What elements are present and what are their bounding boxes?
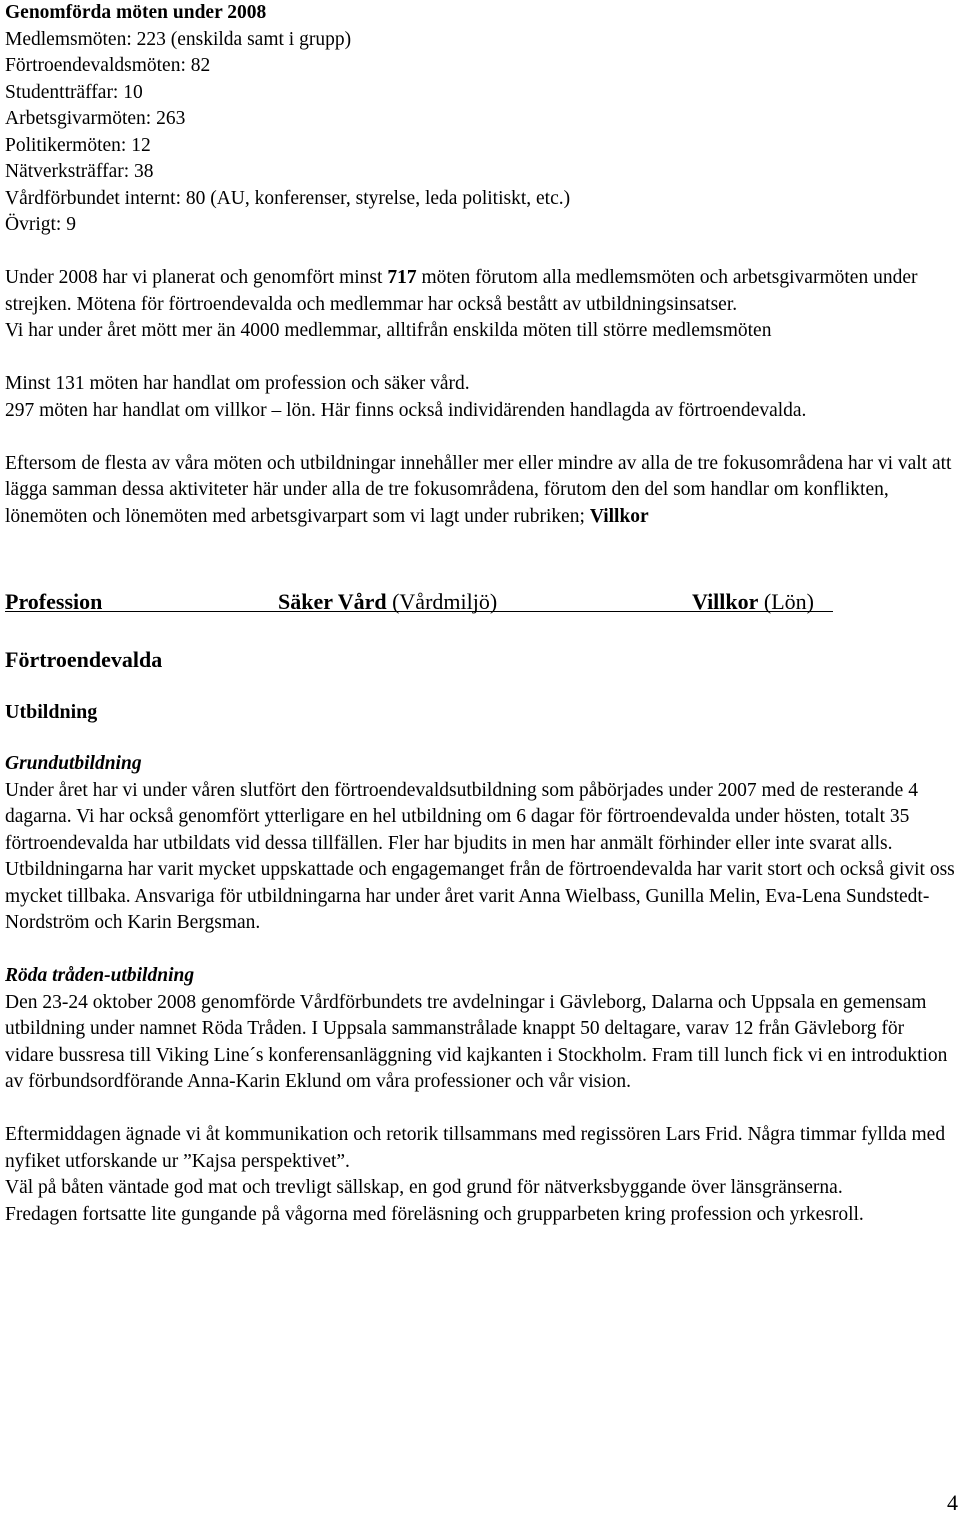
focus-paragraph [5,451,957,531]
villkor-label: Villkor [589,505,649,527]
conditions-bold: Villkor [692,588,759,614]
list-item: Vårdförbundet internt: 80 (AU, konferenser, styrelse, leda politiskt, etc.) [5,187,571,209]
section-subheading: Utbildning [5,700,98,723]
focus-areas-row [5,587,833,617]
members-paragraph: Vi har under året mött mer än 4000 medlemmar, alltifrån enskilda möten till större medlemsmöten [5,320,772,341]
conditions-paragraph: 297 möten har handlat om villkor – lön. Här finns också individärenden handlagda av förtroendevalda. [5,399,807,421]
basic-training-title: Grundutbildning [5,753,142,774]
focus-underline [5,611,833,612]
focus-conditions [692,587,814,617]
focus-safe-care [278,587,497,617]
focus-text: Eftersom de flesta av våra möten och utbildningar innehåller mer eller mindre av alla de tre fokusområdena har vi valt att lägga samman dessa aktiviteter här under alla de tre fokusområdena, förutom den del som handlar om konflikten, lönemöten och lönemöten med arbetsgivarpart som vi lagt under rubriken; [5,452,952,527]
list-item: Arbetsgivarmöten: 263 [5,108,186,129]
summary-text: Under 2008 har vi planerat och genomfört minst [5,267,388,288]
red-thread-paragraph-3: Väl på båten väntade god mat och trevligt sällskap, en god grund för nätverksbyggande över länsgränserna. [5,1177,843,1198]
page-number: 4 [947,1490,958,1515]
basic-training-paragraph: Under året har vi under våren slutfört den förtroendevaldsutbildning som påbörjades under 2007 med de resterande 4 dagarna. Vi har också genomfört ytterligare en hel utbildning om 6 dagar för förtroendevalda under hösten, totalt 35 förtroendevalda har utbildats vid dessa tillfällen. Fler har bjudits in men har anmält förhinder eller inte svarat alls. [5,779,918,854]
meeting-count: 717 [387,267,417,288]
list-item: Övrigt: 9 [5,214,76,235]
summary-paragraph [5,265,957,318]
document-page [5,0,957,1228]
profession-paragraph: Minst 131 möten har handlat om profession och säker vård. [5,373,470,394]
safe-care-rest: (Vårdmiljö) [386,588,498,614]
basic-training-paragraph-2: Utbildningarna har varit mycket uppskattade och engagemanget från de förtroendevalda har varit stort och också givit oss mycket tillbaka. Ansvariga för utbildningarna har under året varit Anna Wielbass, Gunilla Melin, Eva-Lena Sundstedt-Nordström och Karin Bergsman. [5,859,955,933]
list-item: Studentträffar: 10 [5,81,143,103]
red-thread-title: Röda tråden-utbildning [5,965,195,986]
red-thread-paragraph: Den 23-24 oktober 2008 genomförde Vårdförbundets tre avdelningar i Gävleborg, Dalarna och Uppsala en gemensam utbildning under namnet Röda Tråden. I Uppsala sammanstrålade knappt 50 deltagare, varav 12 från Gävleborg för vidare bussresa till Viking Line´s konferensanläggning vid kajkanten i Stockholm. Fram till lunch fick vi en introduktion av förbundsordförande Anna-Karin Eklund om våra professioner och vår vision. [5,991,948,1092]
list-item: Förtroendevaldsmöten: 82 [5,55,211,76]
conditions-rest: (Lön) [758,588,815,614]
meetings-title: Genomförda möten under 2008 [5,2,267,23]
red-thread-paragraph-4: Fredagen fortsatte lite gungande på vågorna med föreläsning och grupparbeten kring profession och yrkesroll. [5,1203,864,1225]
red-thread-paragraph-2: Eftermiddagen ägnade vi åt kommunikation och retorik tillsammans med regissören Lars Frid. Några timmar fyllda med nyfiket utforskande ur ”Kajsa perspektivet”. [5,1124,946,1172]
meetings-list [5,27,957,239]
safe-care-bold: Säker Vård [278,588,387,614]
list-item: Politikermöten: 12 [5,134,151,156]
summary-text-rest: möten förutom alla medlemsmöten och arbetsgivarmöten under strejken. Mötena för förtroendevalda och medlemmar har också bestått av utbildningsinsatser. [5,267,918,315]
list-item: Nätverksträffar: 38 [5,161,154,182]
focus-profession: Profession [5,588,103,614]
section-heading: Förtroendevalda [5,646,163,672]
list-item: Medlemsmöten: 223 (enskilda samt i grupp) [5,28,352,50]
